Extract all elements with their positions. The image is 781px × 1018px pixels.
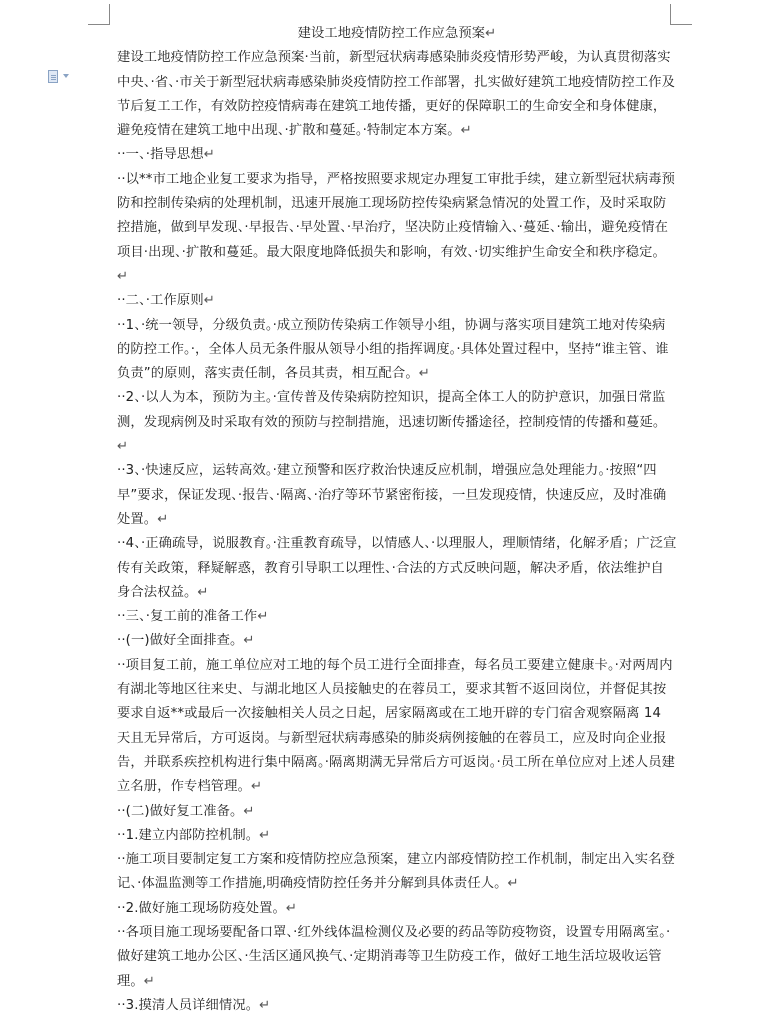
crop-mark-top-left-horizontal xyxy=(88,24,110,25)
paragraph-text: ··以**市工地企业复工要求为指导，严格按照要求规定办理复工审批手续，建立新型冠状病毒预防和控制传染病的处理机制，迅速开展施工现场防控传染病紧急情况的处置工作，及时采取防控措施，做到早发现、·早报告、·早处置、·早治疗，坚决防止疫情输入、·蔓延、·输出，避免疫情在项目·出现、·扩散和蔓延。最大限度地降低损失和影响，有效、·切实维护生命安全和秩序稳定。 xyxy=(117,171,676,260)
paragraph-text: ··4、·正确疏导，说服教育。·注重教育疏导，以情感人、·以理服人，理顺情绪，化解矛盾；广泛宣传有关政策，释疑解惑，教育引导职工以理性、·合法的方式反映问题，解决矛盾，依法维护自身合法权益。 xyxy=(117,536,677,600)
section-heading: ··一、·指导思想 xyxy=(117,147,204,163)
paragraph-text: ··施工项目要制定复工方案和疫情防控应急预案，建立内部疫情防控工作机制，制定出入实名登记、·体温监测等工作措施,明确疫情防控任务并分解到具体责任人。 xyxy=(117,852,675,892)
paragraph-text: ··各项目施工现场要配备口罩、·红外线体温检测仪及必要的药品等防疫物资，设置专用隔离室。·做好建筑工地办公区、·生活区通风换气、·定期消毒等卫生防疫工作，做好工地生活垃圾收运管理。 xyxy=(117,924,671,989)
document-options-icon[interactable] xyxy=(48,70,74,84)
paragraph: ··1.建立内部防控机制。↵ xyxy=(117,827,271,843)
paragraph-text: ··2、·以人为本，预防为主。·宣传普及传染病防控知识，提高全体工人的防护意识，加强日常监测，发现病例及时采取有效的预防与控制措施，迅速切断传播途径，控制疫情的传播和蔓延。 xyxy=(117,390,667,430)
paragraph: ··二、·工作原则↵ xyxy=(117,293,215,309)
paragraph: ··(二)做好复工准备。↵ xyxy=(117,803,255,819)
item-heading: ··1.建立内部防控机制。 xyxy=(117,827,260,843)
chevron-down-icon xyxy=(63,74,69,78)
paragraph: ··2.做好施工现场防疫处置。↵ xyxy=(117,900,298,916)
paragraph: ··2、·以人为本，预防为主。·宣传普及传染病防控知识，提高全体工人的防护意识，加强日常监测，发现病例及时采取有效的预防与控制措施，迅速切断传播途径，控制疫情的传播和蔓延。↵ xyxy=(117,390,667,455)
item-heading: ··2.做好施工现场防疫处置。 xyxy=(117,900,286,916)
paragraph: ··(一)做好全面排查。↵ xyxy=(117,633,255,649)
paragraph: 建设工地疫情防控工作应急预案·当前，新型冠状病毒感染肺炎疫情形势严峻，为认真贯彻落实中央、·省、·市关于新型冠状病毒感染肺炎疫情防控工作部署，扎实做好建筑工地疫情防控工作及节后复工工作，有效防控疫情病毒在建筑工地传播，更好的保障职工的生命安全和身体健康，避免疫情在建筑工地中出现、·扩散和蔓延。·特制定本方案。↵ xyxy=(117,50,676,139)
section-heading: ··二、·工作原则 xyxy=(117,293,204,309)
document-title-text: 建设工地疫情防控工作应急预案 xyxy=(297,26,486,41)
page-icon xyxy=(48,70,58,83)
crop-mark-top-left-vertical xyxy=(109,4,110,25)
paragraph: ··项目复工前，施工单位应对工地的每个员工进行全面排查，每名员工要建立健康卡。·对两周内有湖北等地区往来史、与湖北地区人员接触史的在蓉员工，要求其暂不返回岗位，并督促其按要求自返**或最后一次接触相关人员之日起，居家隔离或在工地开辟的专门宿舍观察隔离 14 天且无异常后，方可返岗。与新型冠状病毒感染的肺炎病例接触的在蓉员工，应及时向企业报告，并联系疾控机构进行集中隔离。·隔离期满无异常后方可返岗。·员工所在单位应对上述人员建立名册，作专档管理。↵ xyxy=(117,657,676,795)
document-body xyxy=(117,22,677,1018)
paragraph: ··一、·指导思想↵ xyxy=(117,147,215,163)
paragraph: ··4、·正确疏导，说服教育。·注重教育疏导，以情感人、·以理服人，理顺情绪，化解矛盾；广泛宣传有关政策，释疑解惑，教育引导职工以理性、·合法的方式反映问题，解决矛盾，依法维护自身合法权益。↵ xyxy=(117,536,677,600)
item-heading: ··3.摸清人员详细情况。 xyxy=(117,997,260,1013)
section-heading: ··三、·复工前的准备工作 xyxy=(117,609,258,625)
paragraph: ··3.摸清人员详细情况。↵ xyxy=(117,997,271,1013)
subsection-heading: ··(二)做好复工准备。 xyxy=(117,803,244,819)
paragraph-text: ··项目复工前，施工单位应对工地的每个员工进行全面排查，每名员工要建立健康卡。·对两周内有湖北等地区往来史、与湖北地区人员接触史的在蓉员工，要求其暂不返回岗位，并督促其按要求自返**或最后一次接触相关人员之日起，居家隔离或在工地开辟的专门宿舍观察隔离 14 天且无异常后，方可返岗。与新型冠状病毒感染的肺炎病例接触的在蓉员工，应及时向企业报告，并联系疾控机构进行集中隔离。·隔离期满无异常后方可返岗。·员工所在单位应对上述人员建立名册，作专档管理。 xyxy=(117,657,676,795)
paragraph-text: 建设工地疫情防控工作应急预案·当前，新型冠状病毒感染肺炎疫情形势严峻，为认真贯彻落实中央、·省、·市关于新型冠状病毒感染肺炎疫情防控工作部署，扎实做好建筑工地疫情防控工作及节后复工工作，有效防控疫情病毒在建筑工地传播，更好的保障职工的生命安全和身体健康，避免疫情在建筑工地中出现、·扩散和蔓延。·特制定本方案。 xyxy=(117,50,676,139)
paragraph: ··以**市工地企业复工要求为指导，严格按照要求规定办理复工审批手续，建立新型冠状病毒预防和控制传染病的处理机制，迅速开展施工现场防控传染病紧急情况的处置工作，及时采取防控措施，做到早发现、·早报告、·早处置、·早治疗，坚决防止疫情输入、·蔓延、·输出，避免疫情在项目·出现、·扩散和蔓延。最大限度地降低损失和影响，有效、·切实维护生命安全和秩序稳定。↵ xyxy=(117,171,676,284)
paragraph: ··1、·统一领导，分级负责。·成立预防传染病工作领导小组，协调与落实项目建筑工地对传染病的防控工作。·，全体人员无条件服从领导小组的指挥调度。·具体处置过程中，坚持“谁主管、谁负责”的原则，落实责任制，各员其责，相互配合。↵ xyxy=(117,317,669,382)
paragraph-text: ··1、·统一领导，分级负责。·成立预防传染病工作领导小组，协调与落实项目建筑工地对传染病的防控工作。·，全体人员无条件服从领导小组的指挥调度。·具体处置过程中，坚持“谁主管、谁负责”的原则，落实责任制，各员其责，相互配合。 xyxy=(117,317,669,382)
paragraph: ··各项目施工现场要配备口罩、·红外线体温检测仪及必要的药品等防疫物资，设置专用隔离室。·做好建筑工地办公区、·生活区通风换气、·定期消毒等卫生防疫工作，做好工地生活垃圾收运管理。↵ xyxy=(117,924,671,989)
subsection-heading: ··(一)做好全面排查。 xyxy=(117,633,244,649)
paragraph: ··三、·复工前的准备工作↵ xyxy=(117,609,269,625)
paragraph-text: ··3、·快速反应，运转高效。·建立预警和医疗救治快速反应机制，增强应急处理能力。·按照“四早”要求，保证发现、·报告、·隔离、·治疗等环节紧密衔接，一旦发现疫情，快速反应，及时准确处置。 xyxy=(117,463,667,527)
paragraph: ··3、·快速反应，运转高效。·建立预警和医疗救治快速反应机制，增强应急处理能力。·按照“四早”要求，保证发现、·报告、·隔离、·治疗等环节紧密衔接，一旦发现疫情，快速反应，及时准确处置。↵ xyxy=(117,463,667,527)
paragraph: ··施工项目要制定复工方案和疫情防控应急预案，建立内部疫情防控工作机制，制定出入实名登记、·体温监测等工作措施,明确疫情防控任务并分解到具体责任人。↵ xyxy=(117,852,675,892)
document-title: 建设工地疫情防控工作应急预案↵ xyxy=(297,26,497,41)
